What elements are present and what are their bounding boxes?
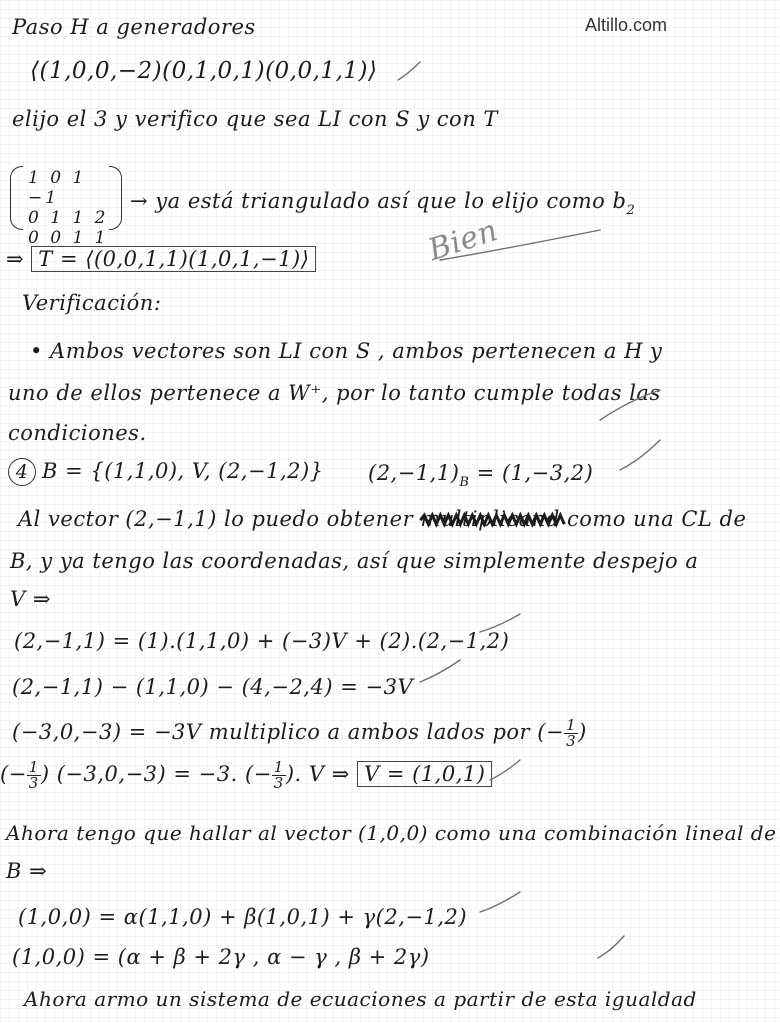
line-explanation-2: B, y ya tengo las coordenadas, así que simplemente despejo a (10, 549, 699, 573)
coord-vector: (2,−1,1) (368, 461, 460, 485)
check-mark-6 (480, 892, 520, 912)
line-linear-combination: (1,0,0) = α(1,1,0) + β(1,0,1) + γ(2,−1,2) (18, 905, 468, 929)
margin-stroke (440, 230, 600, 260)
line-generators: ⟨(1,0,0,−2)(0,1,0,1)(0,0,1,1)⟩ (30, 58, 378, 84)
line-verification-heading: Verificación: (22, 291, 162, 315)
struck-word: multiplicand (420, 507, 560, 531)
line-verification-1: • Ambos vectores son LI con S , ambos pertenecen a H y (30, 339, 663, 363)
line-equation-2: (2,−1,1) − (1,1,0) − (4,−2,4) = −3V (12, 675, 414, 699)
fraction-left-denominator: 3 (28, 774, 39, 792)
boxed-result-T: T = ⟨(0,0,1,1)(1,0,1,−1)⟩ (31, 246, 316, 272)
fraction-left-numerator: 1 (28, 758, 39, 776)
line-find-vector: Ahora tengo que hallar al vector (1,0,0) como una combinación lineal de (6, 821, 777, 845)
line-B-arrow: B ⇒ (6, 859, 48, 883)
explanation-1a: Al vector (2,−1,1) lo puedo obtener (18, 507, 414, 531)
boxed-result-V: V = (1,0,1) (357, 761, 492, 787)
coord-values: = (1,−3,2) (476, 461, 594, 485)
fraction-right-numerator: 1 (273, 758, 284, 776)
matrix-row-2: 0 1 1 2 (28, 208, 109, 228)
check-mark-3 (480, 614, 520, 632)
matrix-row-3: 0 0 1 1 (28, 228, 109, 248)
watermark: Altillo.com (585, 15, 668, 35)
line-verification-3: condiciones. (8, 421, 147, 445)
strikethrough-scribble (420, 515, 564, 524)
matrix-row-1: 1 0 1 −1 (28, 168, 87, 208)
triangulated-text: → ya está triangulado así que lo elijo como b (130, 189, 627, 213)
line-explanation-3: V ⇒ (10, 587, 51, 611)
implies-arrow: ⇒ (6, 247, 25, 271)
item-number-circle: 4 (8, 458, 36, 486)
b-subscript: 2 (626, 203, 636, 218)
check-mark-8 (600, 390, 660, 420)
margin-note-bien: Bien (424, 212, 503, 269)
check-mark-1 (398, 62, 420, 80)
line-components: (1,0,0) = (α + β + 2γ , α − γ , β + 2γ) (12, 945, 430, 969)
check-mark-2 (620, 440, 660, 470)
basis-B: B = {(1,1,0), V, (2,−1,2)} (42, 459, 324, 483)
line-choose-third: elijo el 3 y verifico que sea LI con S y con T (12, 107, 498, 131)
line-equation-1: (2,−1,1) = (1).(1,1,0) + (−3)V + (2).(2,−1,2) (14, 629, 510, 653)
line-system: Ahora armo un sistema de ecuaciones a partir de esta igualdad (24, 987, 697, 1011)
equation-4-tail: . V ⇒ (294, 762, 350, 786)
line-equation-4: (− $\frac{1}{3}$ ) (−3,0,−3) = −3. (− $\frac{1}{3}$ ). V ⇒ V = (1,0,1) (0, 760, 492, 791)
check-mark-7 (598, 936, 624, 958)
check-mark-4 (420, 660, 460, 682)
explanation-1b: como una CL de (566, 507, 747, 531)
equation-3-text: (−3,0,−3) = −3V multiplico a ambos lados por (12, 720, 531, 744)
line-verification-2: uno de ellos pertenece a W⁺, por lo tanto cumple todas las (8, 381, 661, 405)
check-mark-5 (490, 760, 520, 780)
coord-subscript: B (459, 475, 470, 490)
fraction-right-denominator: 3 (273, 774, 284, 792)
fraction-numerator: 1 (566, 716, 577, 734)
equation-4-text: (−3,0,−3) = −3. (56, 762, 238, 786)
line-equation-3: (−3,0,−3) = −3V multiplico a ambos lados por (− $\frac{1}{3}$ ) (12, 716, 587, 750)
line-step-title: Paso H a generadores (12, 15, 256, 39)
fraction-denominator: 3 (566, 732, 577, 750)
